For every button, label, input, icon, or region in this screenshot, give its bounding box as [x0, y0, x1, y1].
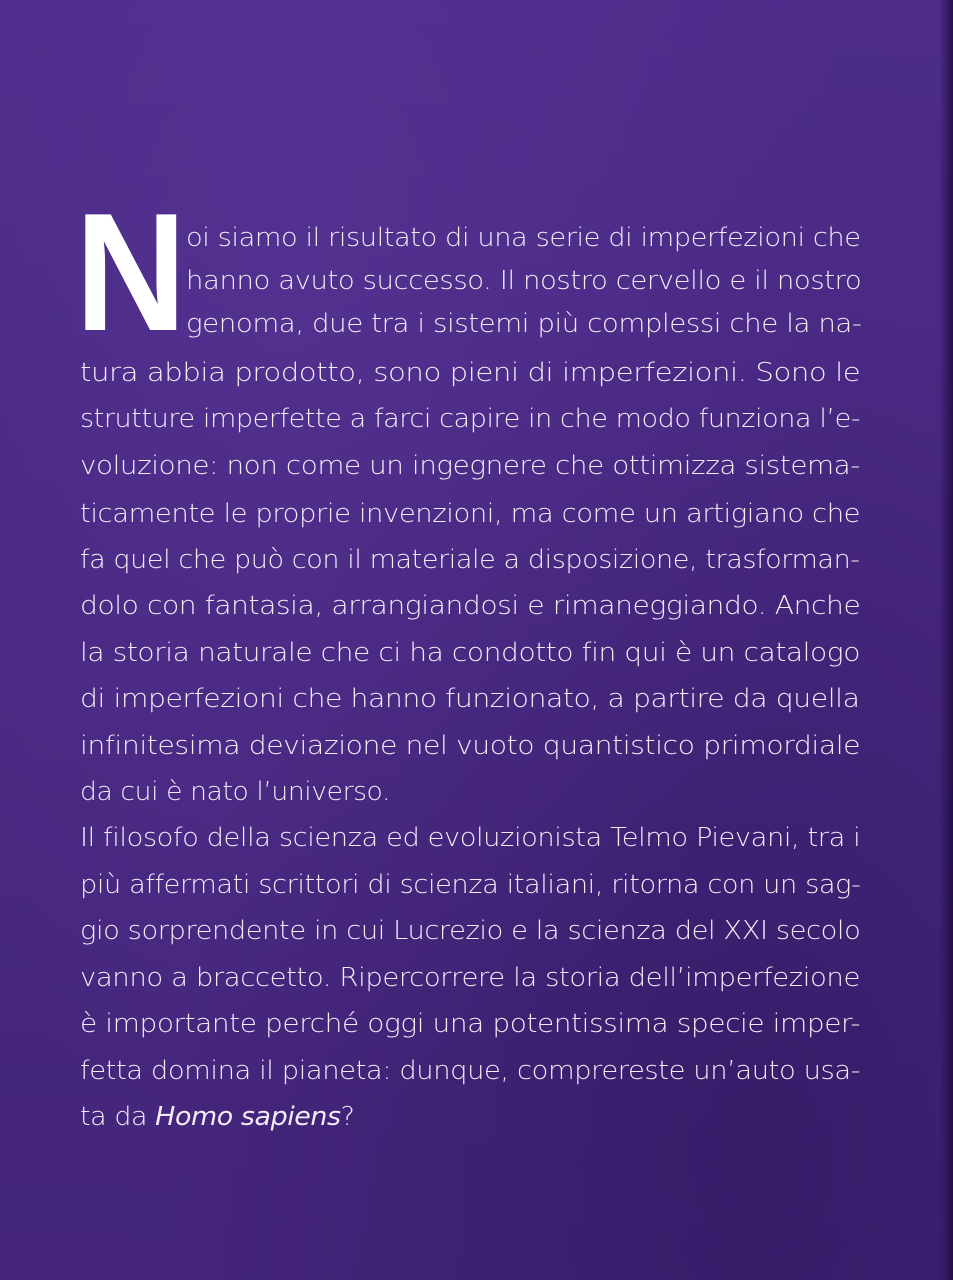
drop-cap: N — [75, 178, 182, 366]
paragraph-1-line: di imperfezioni che hanno funzionato, a partire da quella — [80, 684, 860, 714]
paragraph-1-line: ticamente le proprie invenzioni, ma come un artigiano che — [80, 499, 861, 529]
paragraph-2-line: più affermati scrittori di scienza italiani, ritorna con un sag- — [80, 870, 861, 900]
paragraph-2-line: Il filosofo della scienza ed evoluzionista Telmo Pievani, tra i — [80, 823, 861, 853]
paragraph-2-last-line — [80, 1104, 354, 1130]
paragraph-1-line: oi siamo il risultato di una serie di imperfezioni che — [186, 223, 861, 253]
paragraph-1-line: dolo con fantasia, arrangiandosi e rimaneggiando. Anche — [80, 591, 861, 621]
paragraph-1-line: tura abbia prodotto, sono pieni di imperfezioni. Sono le — [80, 358, 861, 388]
paragraph-1-line: voluzione: non come un ingegnere che ottimizza sistema- — [80, 451, 860, 481]
paragraph-2-line: fetta domina il pianeta: dunque, comprereste un’auto usa- — [80, 1056, 861, 1086]
paragraph-1-line: la storia naturale che ci ha condotto fin qui è un catalogo — [80, 638, 860, 668]
paragraph-1-line: strutture imperfette a farci capire in che modo funziona l’e- — [80, 404, 861, 434]
paragraph-1-line: da cui è nato l’universo. — [80, 777, 391, 807]
last-line-prefix: ta da — [80, 1102, 156, 1132]
last-line-suffix: ? — [340, 1102, 355, 1132]
paragraph-1-line: hanno avuto successo. Il nostro cervello e il nostro — [186, 266, 862, 296]
paragraph-1-line: fa quel che può con il materiale a disposizione, trasforman- — [80, 545, 860, 575]
paragraph-2-line: è importante perché oggi una potentissima specie imper- — [80, 1009, 861, 1039]
species-name-italic: Homo sapiens — [155, 1102, 341, 1132]
page-edge-shadow — [939, 0, 953, 1280]
paragraph-2-line: gio sorprendente in cui Lucrezio e la scienza del XXI secolo — [80, 916, 861, 946]
paragraph-1-line: infinitesima deviazione nel vuoto quantistico primordiale — [80, 731, 861, 761]
paragraph-1-line: genoma, due tra i sistemi più complessi che la na- — [186, 309, 862, 339]
paragraph-2-line: vanno a braccetto. Ripercorrere la storia dell’imperfezione — [80, 963, 860, 993]
